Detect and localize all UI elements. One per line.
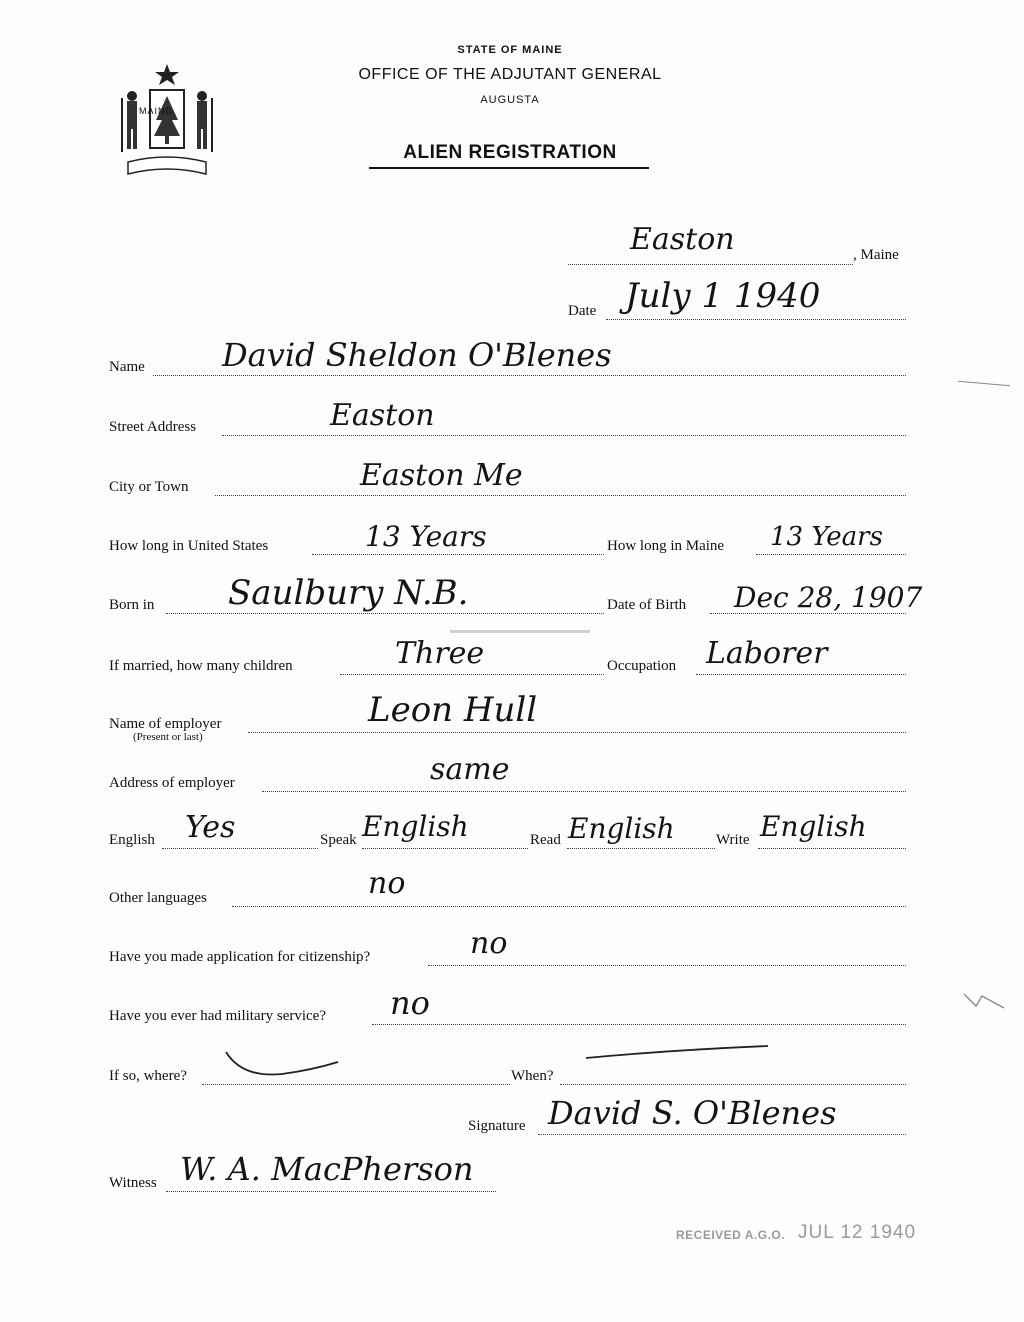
seal-banner-text: MAINE (139, 106, 173, 116)
title-underline (369, 167, 649, 169)
employer-line (248, 731, 906, 733)
speak-label: Speak (320, 832, 357, 848)
received-stamp-date: JUL 12 1940 (798, 1222, 917, 1243)
born-in-label: Born in (109, 597, 155, 613)
signature-line (538, 1133, 906, 1135)
town-value: Easton (630, 222, 735, 257)
street-value: Easton (330, 398, 435, 433)
date-value: July 1 1940 (625, 276, 821, 316)
date-line (606, 318, 906, 320)
write-value: English (760, 810, 867, 843)
city-label: City or Town (109, 479, 189, 495)
employer-address-line (262, 790, 906, 792)
speak-value: English (362, 810, 469, 843)
when-line (560, 1083, 906, 1085)
employer-label: Name of employer (109, 716, 222, 732)
name-value: David Sheldon O'Blenes (222, 336, 612, 374)
when-dash-mark (582, 1040, 772, 1064)
header-city: AUGUSTA (480, 94, 540, 106)
read-label: Read (530, 832, 561, 848)
where-label: If so, where? (109, 1068, 187, 1084)
name-line (153, 374, 906, 376)
occupation-label: Occupation (607, 658, 677, 674)
other-languages-line (232, 905, 906, 907)
witness-label: Witness (109, 1175, 157, 1191)
pencil-mark (450, 630, 590, 633)
maine-time-label: How long in Maine (607, 538, 725, 554)
signature-value: David S. O'Blenes (548, 1094, 837, 1132)
margin-mark (962, 988, 1006, 1012)
us-time-line (312, 553, 604, 555)
us-time-label: How long in United States (109, 538, 269, 554)
received-stamp: RECEIVED A.G.O. (676, 1228, 786, 1242)
us-time-value: 13 Years (365, 520, 487, 553)
witness-value: W. A. MacPherson (180, 1150, 474, 1188)
english-label: English (109, 832, 155, 848)
occupation-line (696, 673, 906, 675)
city-line (215, 494, 906, 496)
military-label: Have you ever had military service? (109, 1008, 326, 1024)
page-title: ALIEN REGISTRATION (403, 142, 617, 163)
street-label: Street Address (109, 419, 197, 435)
maine-state-seal (108, 58, 226, 180)
employer-address-value: same (430, 752, 510, 787)
maine-time-value: 13 Years (770, 522, 883, 552)
children-label: If married, how many children (109, 658, 293, 674)
children-value: Three (395, 636, 485, 671)
employer-sublabel: (Present or last) (133, 731, 203, 743)
maine-suffix-label: , Maine (853, 247, 899, 263)
read-value: English (568, 812, 675, 845)
witness-line (166, 1190, 496, 1192)
born-in-value: Saulbury N.B. (228, 573, 469, 613)
citizenship-value: no (470, 926, 508, 961)
english-value: Yes (185, 810, 236, 845)
dob-label: Date of Birth (607, 597, 687, 613)
name-label: Name (109, 359, 145, 375)
children-line (340, 673, 604, 675)
other-languages-value: no (368, 866, 406, 901)
speak-line (362, 847, 528, 849)
header-office: OFFICE OF THE ADJUTANT GENERAL (358, 66, 662, 83)
occupation-value: Laborer (706, 636, 828, 671)
citizenship-line (428, 964, 906, 966)
when-label: When? (511, 1068, 554, 1084)
military-value: no (390, 984, 430, 1022)
employer-value: Leon Hull (368, 690, 538, 730)
other-languages-label: Other languages (109, 890, 207, 906)
employer-address-label: Address of employer (109, 775, 235, 791)
write-label: Write (716, 832, 750, 848)
maine-time-line (756, 553, 906, 555)
where-dash-mark (222, 1048, 342, 1084)
english-line (162, 847, 318, 849)
citizenship-label: Have you made application for citizenship? (109, 949, 371, 965)
read-line (567, 847, 715, 849)
margin-mark (958, 381, 1010, 387)
dob-value: Dec 28, 1907 (734, 581, 923, 614)
write-line (758, 847, 906, 849)
street-line (222, 434, 906, 436)
date-label: Date (568, 303, 597, 319)
header-state: STATE OF MAINE (457, 44, 563, 56)
city-value: Easton Me (360, 458, 523, 493)
town-line (568, 263, 853, 265)
military-line (372, 1023, 906, 1025)
signature-label: Signature (468, 1118, 526, 1134)
